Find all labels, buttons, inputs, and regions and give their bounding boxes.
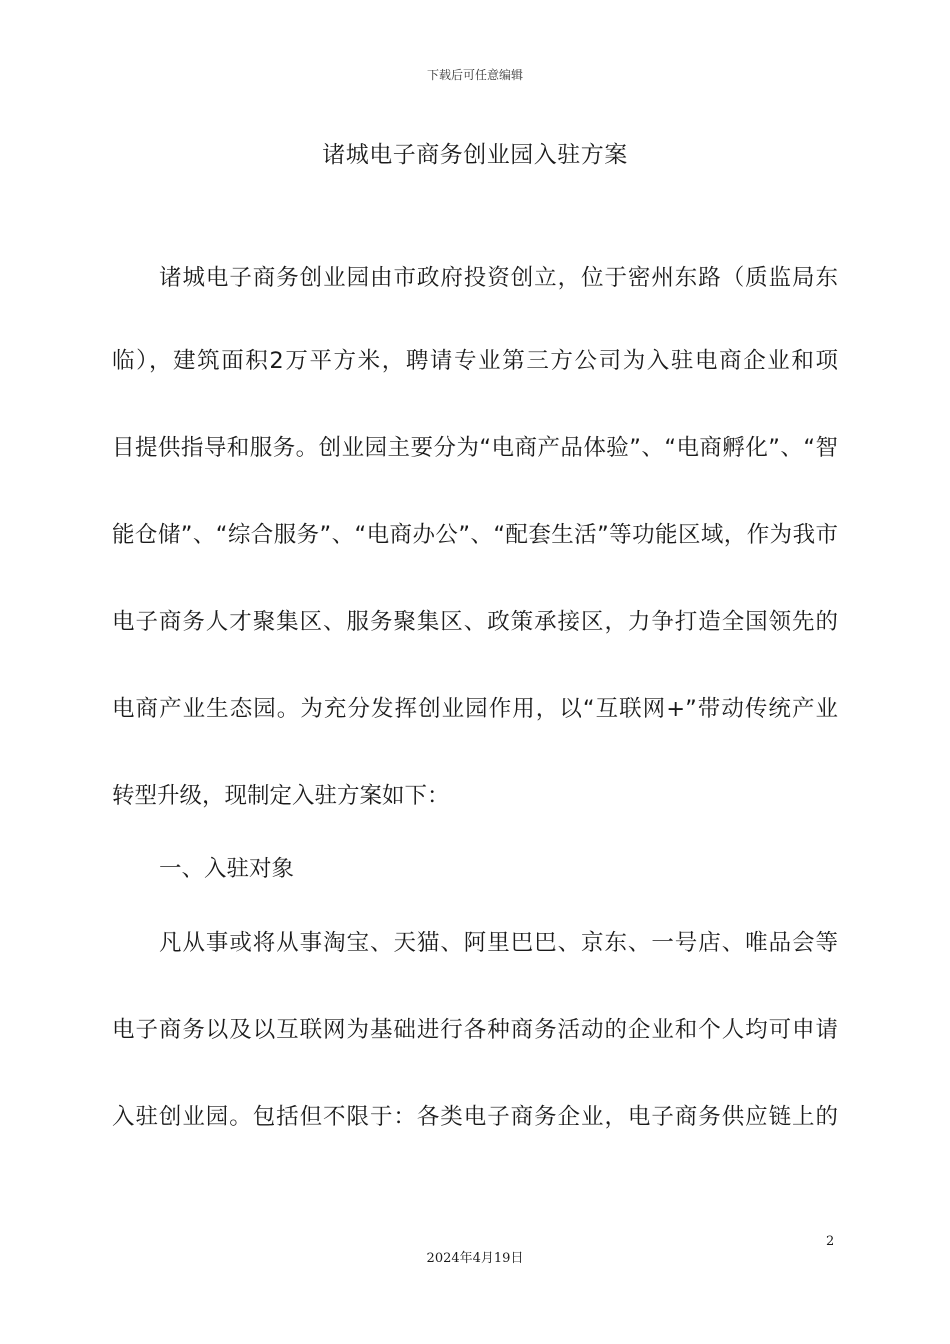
paragraph-line: 能仓储”、“综合服务”、“电商办公”、“配套生活”等功能区域，作为我市 (112, 522, 838, 548)
paragraph-line: 诸城电子商务创业园由市政府投资创立，位于密州东路（质监局东 (159, 265, 838, 291)
paragraph-line: 目提供指导和服务。创业园主要分为“电商产品体验”、“电商孵化”、“智 (112, 435, 838, 461)
page-number: 2 (826, 1234, 835, 1249)
paragraph-line: 转型升级，现制定入驻方案如下： (112, 783, 450, 809)
document-title: 诸城电子商务创业园入驻方案 (322, 142, 628, 168)
section-heading: 一、入驻对象 (159, 856, 295, 882)
paragraph-line: 电子商务人才聚集区、服务聚集区、政策承接区，力争打造全国领先的 (112, 609, 838, 635)
paragraph-line: 电子商务以及以互联网为基础进行各种商务活动的企业和个人均可申请 (112, 1017, 838, 1043)
paragraph-line: 电商产业生态园。为充分发挥创业园作用，以“互联网+”带动传统产业 (112, 696, 838, 722)
paragraph-line: 入驻创业园。包括但不限于：各类电子商务企业，电子商务供应链上的 (112, 1104, 838, 1130)
paragraph-line: 临），建筑面积2万平方米，聘请专业第三方公司为入驻电商企业和项 (112, 348, 838, 374)
header-note: 下载后可任意编辑 (426, 68, 523, 82)
paragraph-line: 凡从事或将从事淘宝、天猫、阿里巴巴、京东、一号店、唯品会等 (159, 930, 838, 956)
footer-date: 2024年4月19日 (426, 1251, 524, 1266)
